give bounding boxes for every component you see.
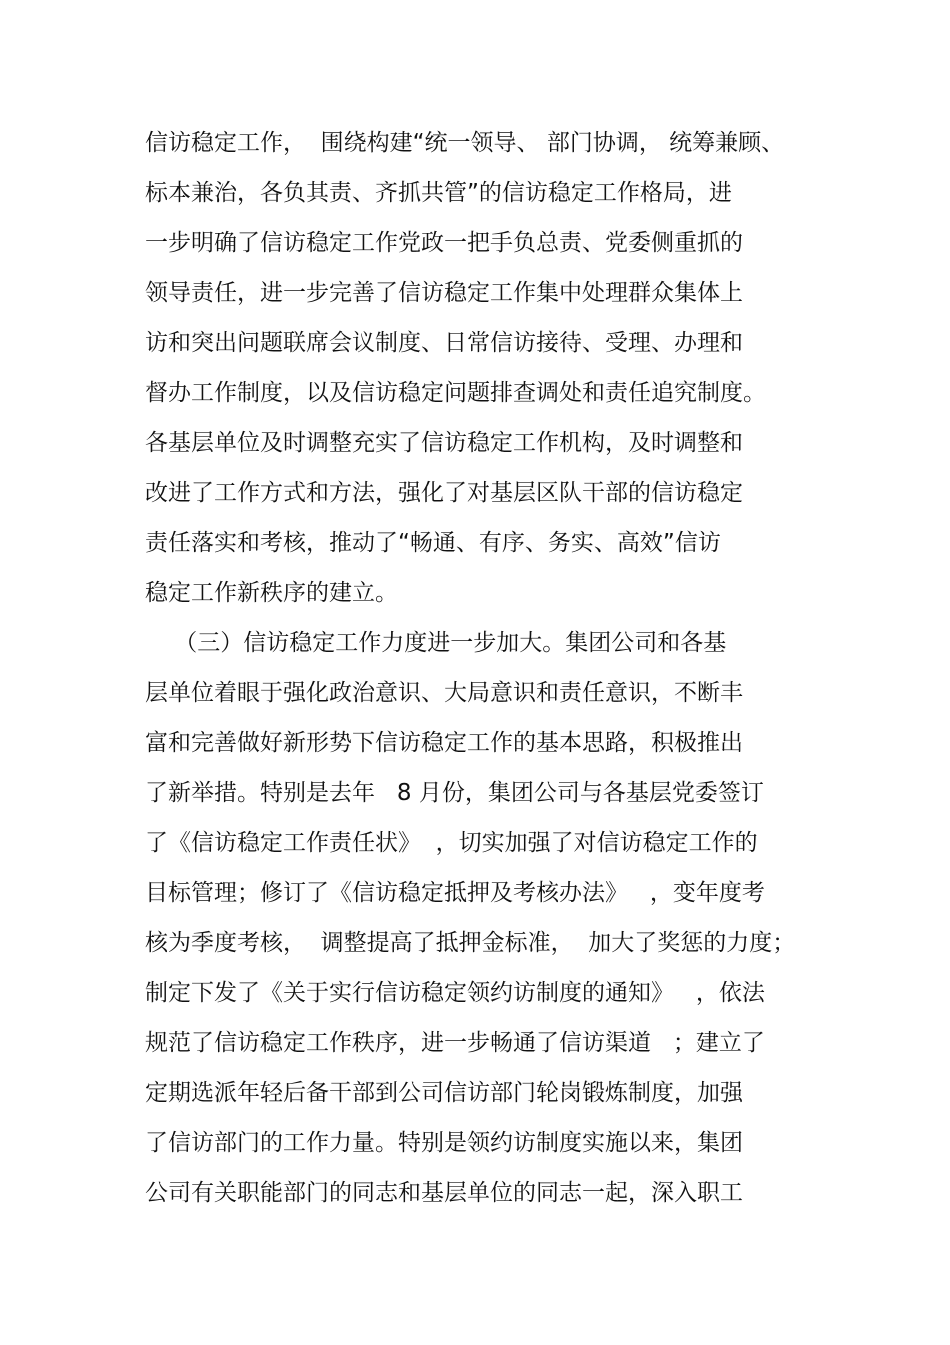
text-line: 制定下发了《关于实行信访稳定领约访制度的通知》 ，依法: [145, 980, 765, 1006]
text-line: 访和突出问题联席会议制度、日常信访接待、受理、办理和: [145, 330, 743, 356]
body-text: [145, 118, 825, 1218]
text-line: 标本兼治，各负其责、齐抓共管”的信访稳定工作格局，进: [145, 180, 732, 206]
text-line: 规范了信访稳定工作秩序，进一步畅通了信访渠道 ；建立了: [145, 1030, 765, 1056]
text-line: 公司有关职能部门的同志和基层单位的同志一起，深入职工: [145, 1180, 743, 1206]
text-line: 责任落实和考核，推动了“畅通、有序、务实、高效”信访: [145, 530, 721, 556]
paragraph-heading-line: （三）信访稳定工作力度进一步加大。集团公司和各基: [145, 630, 727, 656]
text-line: 领导责任，进一步完善了信访稳定工作集中处理群众集体上: [145, 280, 743, 306]
text-line: 督办工作制度，以及信访稳定问题排查调处和责任追究制度。: [145, 380, 766, 406]
text-line: 目标管理；修订了《信访稳定抵押及考核办法》 ，变年度考: [145, 880, 765, 906]
text-line: 核为季度考核， 调整提高了抵押金标准， 加大了奖惩的力度；: [145, 930, 796, 956]
text-line: 定期选派年轻后备干部到公司信访部门轮岗锻炼制度，加强: [145, 1080, 743, 1106]
text-line: 各基层单位及时调整充实了信访稳定工作机构，及时调整和: [145, 430, 743, 456]
text-line: 信访稳定工作， 围绕构建“统一领导、 部门协调， 统筹兼顾、: [145, 130, 785, 156]
text-line: 层单位着眼于强化政治意识、大局意识和责任意识，不断丰: [145, 680, 743, 706]
text-line: 改进了工作方式和方法，强化了对基层区队干部的信访稳定: [145, 480, 743, 506]
text-line: 了新举措。特别是去年 8 月份，集团公司与各基层党委签订: [145, 780, 764, 806]
text-line: 了信访部门的工作力量。特别是领约访制度实施以来，集团: [145, 1130, 743, 1156]
text-line: 一步明确了信访稳定工作党政一把手负总责、党委侧重抓的: [145, 230, 743, 256]
text-line: 稳定工作新秩序的建立。: [145, 580, 398, 606]
text-line: 了《信访稳定工作责任状》 ，切实加强了对信访稳定工作的: [145, 830, 758, 856]
text-line: 富和完善做好新形势下信访稳定工作的基本思路，积极推出: [145, 730, 743, 756]
